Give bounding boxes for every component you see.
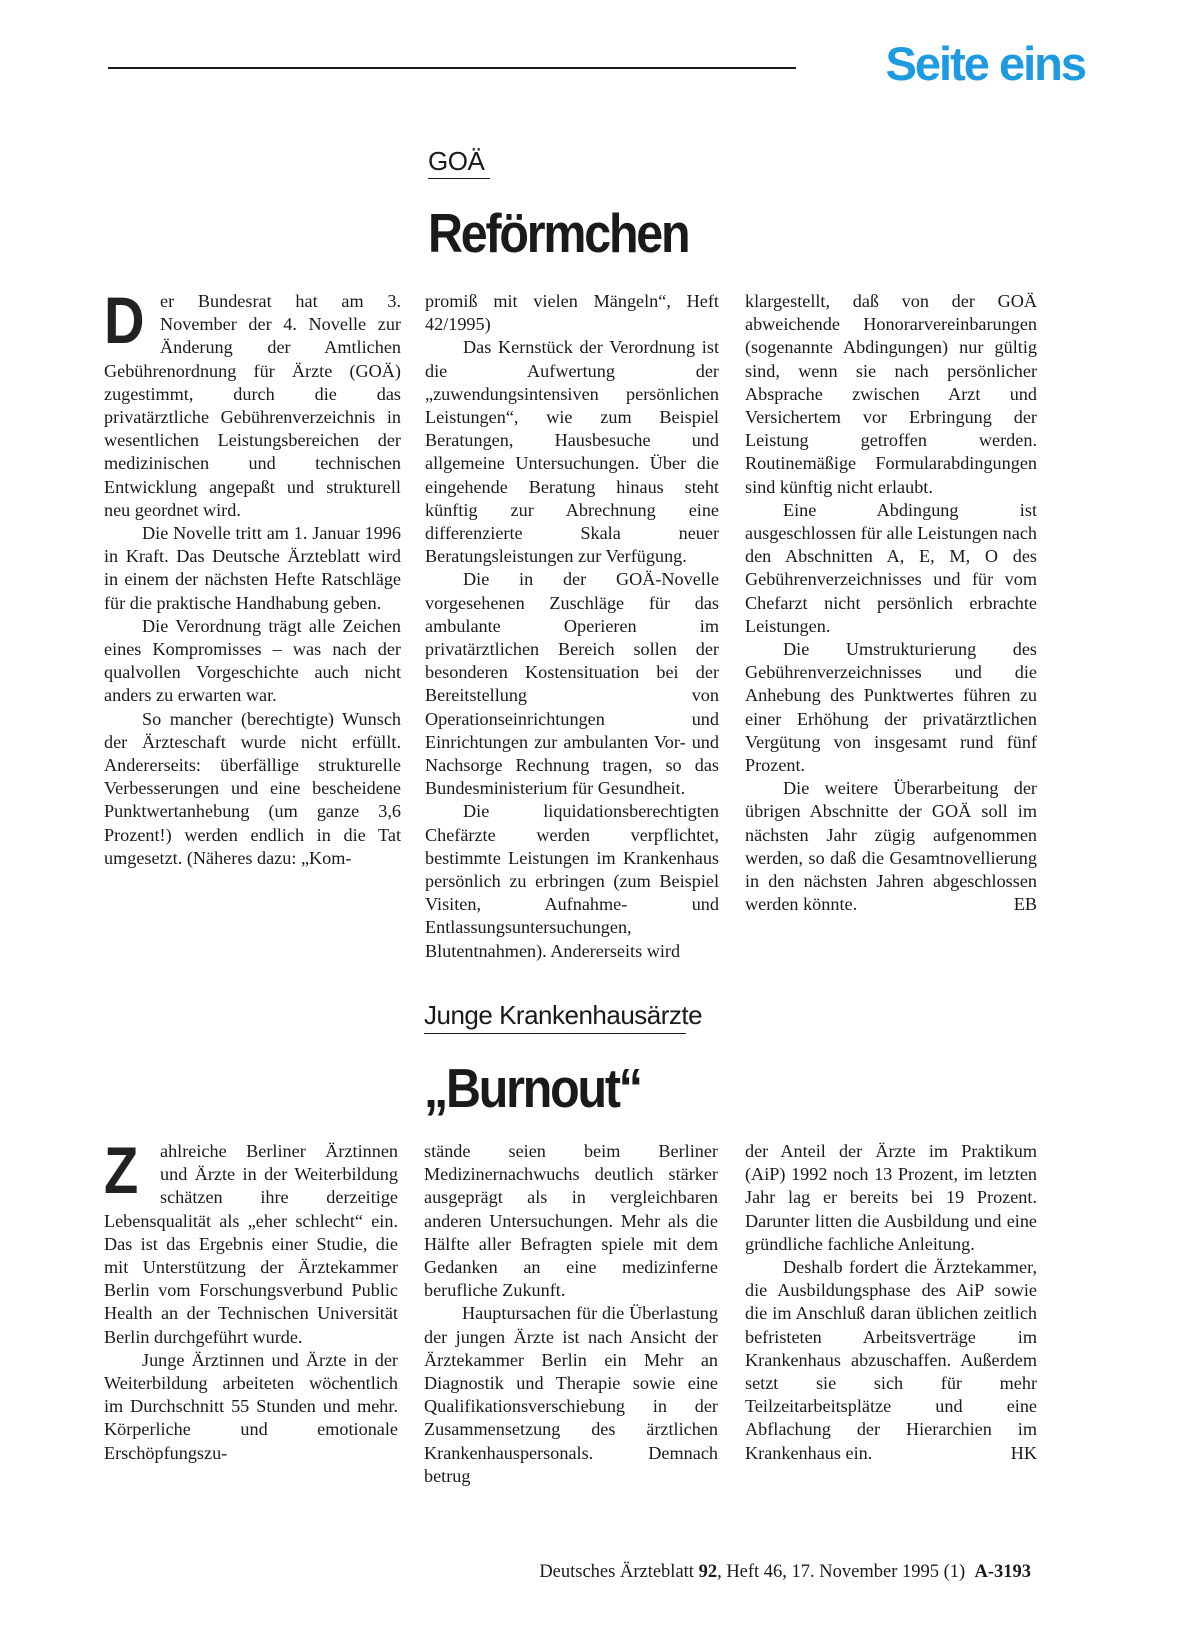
article-1-headline: Reförmchen xyxy=(428,202,689,264)
article-2-paragraph: stände seien beim Berliner Medizinernachwuchs deutlich stärker ausgeprägt als in vergleichbaren anderen Untersuchungen. Mehr als die Hälfte aller Befragten spiele mit dem Gedanken an eine medizinferne berufliche Zukunft. xyxy=(424,1141,718,1301)
article-1-paragraph: promiß mit vielen Mängeln“, Heft 42/1995) xyxy=(425,291,719,335)
article-1-kicker: GOÄ xyxy=(428,146,485,176)
footer-page-number: A-3193 xyxy=(974,1562,1031,1582)
page-footer xyxy=(539,1562,1031,1583)
article-1-paragraph: Die weitere Überarbeitung der übrigen Abschnitte der GOÄ soll im nächsten Jahr zügig aufgenommen werden, so daß die Gesamtnovellierung in den nächsten Jahren abgeschlossen werden könnte. xyxy=(745,778,1037,915)
article-1-column-2 xyxy=(425,290,719,963)
article-1-column-1 xyxy=(104,283,401,870)
article-2-paragraph: der Anteil der Ärzte im Praktikum (AiP) 1992 noch 13 Prozent, im letzten Jahr lag er bereits bei 19 Prozent. Darunter litten die Ausbildung und eine gründliche fachliche Anleitung. xyxy=(745,1141,1037,1254)
article-2-column-1 xyxy=(104,1133,398,1465)
article-2-kicker-rule xyxy=(424,1033,686,1034)
article-1-paragraph: So mancher (berechtigte) Wunsch der Ärzteschaft wurde nicht erfüllt. Andererseits: überfällige strukturelle Verbesserungen und eine bescheidene Punktwertanhebung (um ganze 3,6 Prozent!) werden endlich in die Tat umgesetzt. (Näheres dazu: „Kom- xyxy=(104,708,401,868)
article-2-dropcap: Z xyxy=(104,1133,139,1207)
article-2-paragraph: ahlreiche Berliner Ärztinnen und Ärzte in der Weiterbildung schätzen ihre derzeitige Lebensqualität als „eher schlecht“ ein. Das ist das Ergebnis einer Studie, die mit Unterstützung der Ärztekammer Berlin vom Forschungsverbund Public Health an der Technischen Universität Berlin durchgeführt wurde. xyxy=(104,1141,398,1347)
article-1-paragraph: Die Verordnung trägt alle Zeichen eines Kompromisses – was nach der qualvollen Vorgeschichte auch nicht anders zu erwarten war. xyxy=(104,615,401,706)
article-2-headline: „Burnout“ xyxy=(424,1057,641,1119)
article-1-paragraph: Die liquidationsberechtigten Chefärzte werden verpflichtet, bestimmte Leistungen im Krankenhaus persönlich zu erbringen (zum Beispiel Visiten, Aufnahme- und Entlassungsuntersuchungen, Blutentnahmen). Andererseits wird xyxy=(425,801,719,961)
footer-volume: 92 xyxy=(698,1562,718,1582)
article-1-paragraph: Die in der GOÄ-Novelle vorgesehenen Zuschläge für das ambulante Operieren im privatärztlichen Bereich sollen der besonderen Kostensituation bei der Bereitstellung von Operationseinrichtungen und Einrichtungen zur ambulanten Vor- und Nachsorge Rechnung tragen, so das Bundesministerium für Gesundheit. xyxy=(425,569,719,799)
article-1-signature: EB xyxy=(1013,894,1037,915)
article-2-paragraph: Deshalb fordert die Ärztekammer, die Ausbildungsphase des AiP sowie die im Anschluß daran üblichen zeitlich befristeten Arbeitsverträge im Krankenhaus abzuschaffen. Außerdem setzt sie sich für mehr Teilzeitarbeitsplätze und eine Abflachung der Hierarchien im Krankenhaus ein. xyxy=(745,1257,1037,1463)
article-1-paragraph: er Bundesrat hat am 3. November der 4. Novelle zur Änderung der Amtlichen Gebührenordnung für Ärzte (GOÄ) zugestimmt, durch die das privatärztliche Gebührenverzeichnis in wesentlichen Leistungsbereichen der medizinischen und technischen Entwicklung angepaßt und strukturell neu geordnet wird. xyxy=(104,291,401,520)
footer-journal: Deutsches Ärzteblatt xyxy=(539,1562,694,1582)
article-1-paragraph: Eine Abdingung ist ausgeschlossen für alle Leistungen nach den Abschnitten A, E, M, O des Gebührenverzeichnisses und für vom Chefarzt nicht persönlich erbrachte Leistungen. xyxy=(745,499,1037,636)
article-1-column-3 xyxy=(745,290,1037,916)
article-1-paragraph: Die Umstrukturierung des Gebührenverzeichnisses und die Anhebung des Punktwertes führen zu einer Erhöhung der privatärztlichen Vergütung von insgesamt rund fünf Prozent. xyxy=(745,639,1037,776)
article-2-column-3 xyxy=(745,1140,1037,1465)
article-2-paragraph: Hauptursachen für die Überlastung der jungen Ärzte ist nach Ansicht der Ärztekammer Berlin ein Mehr an Diagnostik und Therapie sowie eine Qualifikationsverschiebung in der Zusammensetzung des ärztlichen Krankenhauspersonals. Demnach betrug xyxy=(424,1303,718,1486)
article-2-kicker: Junge Krankenhausärzte xyxy=(424,1000,703,1030)
header-rule xyxy=(108,67,796,69)
footer-issue: , Heft 46, 17. November 1995 (1) xyxy=(717,1562,966,1582)
article-1-kicker-rule xyxy=(428,178,490,179)
article-2-paragraph: Junge Ärztinnen und Ärzte in der Weiterbildung arbeiteten wöchentlich im Durchschnitt 55 Stunden und mehr. Körperliche und emotionale Erschöpfungszu- xyxy=(104,1349,398,1463)
article-2-column-2 xyxy=(424,1140,718,1488)
article-2-signature: HK xyxy=(1010,1442,1037,1463)
article-1-dropcap: D xyxy=(104,283,145,357)
article-1-paragraph: klargestellt, daß von der GOÄ abweichende Honorarvereinbarungen (sogenannte Abdingungen) nur gültig sind, wenn sie nach persönlicher Absprache zwischen Arzt und Versichertem vor Erbringung der Leistung getroffen werden. Routinemäßige Formularabdingungen sind künftig nicht erlaubt. xyxy=(745,291,1037,497)
section-label: Seite eins xyxy=(885,37,1085,90)
article-1-paragraph: Die Novelle tritt am 1. Januar 1996 in Kraft. Das Deutsche Ärzteblatt wird in einem der nächsten Hefte Ratschläge für die praktische Handhabung geben. xyxy=(104,523,401,613)
article-1-paragraph: Das Kernstück der Verordnung ist die Aufwertung der „zuwendungsintensiven persönlichen Leistungen“, wie zum Beispiel Beratungen, Hausbesuche und allgemeine Untersuchungen. Über die eingehende Beratung hinaus steht künftig zur Abrechnung eine differenzierte Skala neuer Beratungsleistungen zur Verfügung. xyxy=(425,337,719,567)
